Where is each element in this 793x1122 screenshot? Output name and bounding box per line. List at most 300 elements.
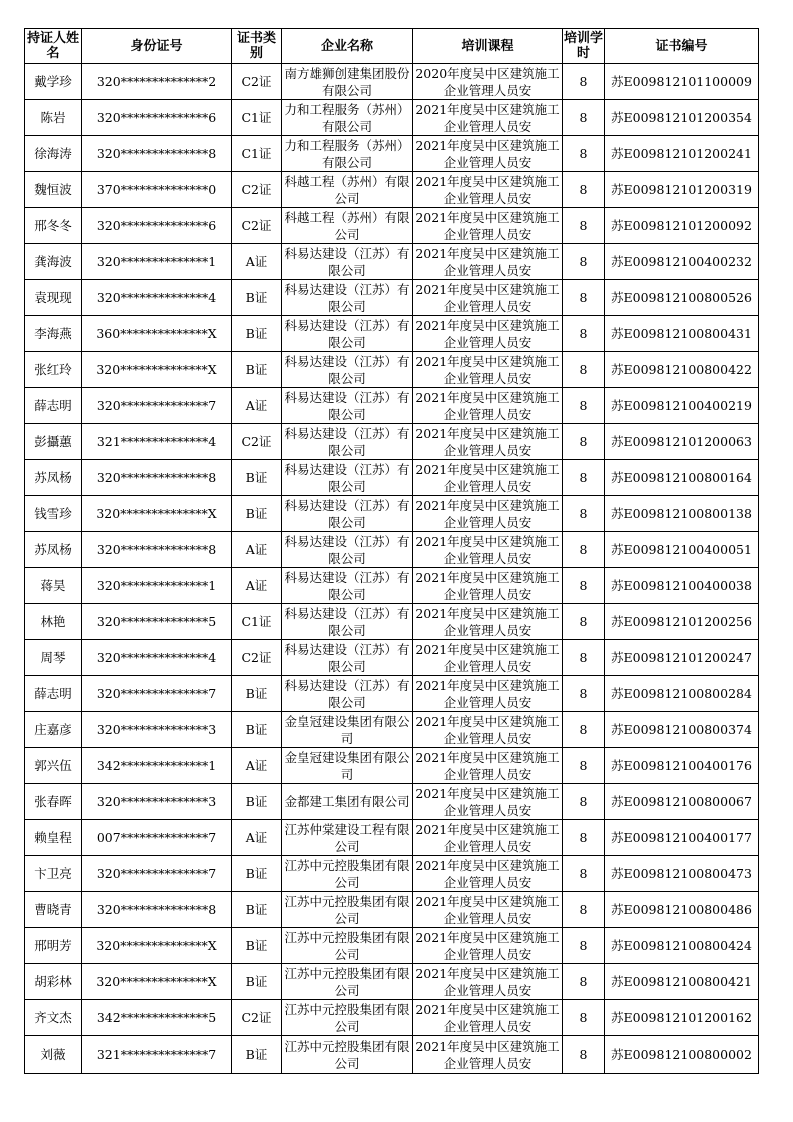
cell-certno	[605, 496, 759, 532]
cell-type-text: A证	[245, 254, 268, 269]
cell-company	[282, 712, 413, 748]
cell-type-text: B证	[245, 362, 268, 377]
cell-id	[82, 1000, 232, 1036]
cell-company-text: 金皇冠建设集团有限公司	[284, 713, 410, 746]
cell-name-text: 苏凤杨	[34, 470, 72, 485]
cell-name-text: 薛志明	[34, 398, 72, 413]
cell-id	[82, 280, 232, 316]
cell-company	[282, 748, 413, 784]
cell-company-text: 江苏中元控股集团有限公司	[284, 965, 410, 998]
cell-type-text: C1证	[241, 146, 272, 161]
cell-hours	[563, 676, 605, 712]
cell-type-text: C2证	[241, 434, 272, 449]
cell-certno-text: 苏E009812101200319	[611, 182, 752, 197]
cell-certno	[605, 280, 759, 316]
cell-company-text: 科易达建设（江苏）有限公司	[284, 317, 410, 350]
cell-type	[232, 964, 282, 1000]
cell-type-text: C1证	[241, 614, 272, 629]
cell-id	[82, 640, 232, 676]
cell-course-text: 2021年度吴中区建筑施工企业管理人员安	[415, 389, 560, 422]
cell-name	[25, 604, 82, 640]
cell-type-text: B证	[245, 974, 268, 989]
cell-certno-text: 苏E009812100800374	[611, 722, 752, 737]
cell-type	[232, 856, 282, 892]
cell-certno	[605, 784, 759, 820]
table-row	[25, 496, 759, 532]
cell-name-text: 张红玲	[34, 362, 72, 377]
cell-id	[82, 712, 232, 748]
cell-hours-text: 8	[579, 470, 588, 485]
cell-company	[282, 172, 413, 208]
cell-type	[232, 244, 282, 280]
cell-hours-text: 8	[579, 362, 588, 377]
cell-company	[282, 892, 413, 928]
cell-name-text: 邢冬冬	[34, 218, 72, 233]
cell-type-text: C2证	[241, 218, 272, 233]
cell-hours	[563, 208, 605, 244]
cell-company-text: 科越工程（苏州）有限公司	[284, 209, 410, 242]
cell-type-text: A证	[245, 542, 268, 557]
cell-course	[413, 784, 563, 820]
cell-name	[25, 100, 82, 136]
cell-hours	[563, 64, 605, 100]
cell-certno-text: 苏E009812101200256	[611, 614, 752, 629]
cell-name	[25, 388, 82, 424]
cell-course	[413, 640, 563, 676]
header-type: 证书类别	[232, 29, 282, 64]
cell-id-text: 321**************4	[96, 434, 217, 449]
cell-certno-text: 苏E009812100400038	[611, 578, 752, 593]
cell-hours	[563, 100, 605, 136]
cell-hours-text: 8	[579, 758, 588, 773]
cell-certno	[605, 1036, 759, 1074]
cell-id-text: 320**************1	[96, 578, 217, 593]
cell-certno	[605, 352, 759, 388]
cell-certno-text: 苏E009812100800422	[611, 362, 752, 377]
cell-certno-text: 苏E009812100400232	[611, 254, 752, 269]
cell-id	[82, 964, 232, 1000]
cell-id-text: 320**************X	[96, 506, 217, 521]
table-row	[25, 784, 759, 820]
cell-certno	[605, 424, 759, 460]
cell-company	[282, 208, 413, 244]
cell-id	[82, 388, 232, 424]
cell-type	[232, 316, 282, 352]
cell-hours-text: 8	[579, 182, 588, 197]
cell-course-text: 2021年度吴中区建筑施工企业管理人员安	[415, 893, 560, 926]
table-row	[25, 856, 759, 892]
cell-type-text: B证	[245, 470, 268, 485]
cell-name	[25, 784, 82, 820]
cell-id	[82, 784, 232, 820]
header-company: 企业名称	[282, 29, 413, 64]
cell-type-text: B证	[245, 686, 268, 701]
cell-hours-text: 8	[579, 290, 588, 305]
cell-company-text: 科易达建设（江苏）有限公司	[284, 605, 410, 638]
table-row	[25, 820, 759, 856]
cell-certno	[605, 316, 759, 352]
cell-name	[25, 568, 82, 604]
cell-id	[82, 856, 232, 892]
cell-hours-text: 8	[579, 218, 588, 233]
table-row	[25, 604, 759, 640]
cell-course-text: 2021年度吴中区建筑施工企业管理人员安	[415, 605, 560, 638]
cell-certno-text: 苏E009812101200247	[611, 650, 752, 665]
cell-name-text: 张春晖	[34, 794, 72, 809]
table-body	[25, 64, 759, 1074]
cell-course-text: 2021年度吴中区建筑施工企业管理人员安	[415, 533, 560, 566]
cell-hours-text: 8	[579, 1010, 588, 1025]
cell-name	[25, 820, 82, 856]
cell-hours	[563, 640, 605, 676]
cell-type-text: B证	[245, 1047, 268, 1062]
cell-type-text: C1证	[241, 110, 272, 125]
cell-type	[232, 1036, 282, 1074]
cell-type	[232, 784, 282, 820]
cell-id-text: 320**************8	[96, 542, 217, 557]
cell-hours	[563, 856, 605, 892]
cell-id-text: 321**************7	[96, 1047, 217, 1062]
cell-hours	[563, 352, 605, 388]
cell-id-text: 320**************8	[96, 902, 217, 917]
cell-type-text: B证	[245, 866, 268, 881]
cell-company-text: 江苏中元控股集团有限公司	[284, 1038, 410, 1071]
cell-certno	[605, 388, 759, 424]
cell-hours	[563, 388, 605, 424]
cell-type-text: B证	[245, 506, 268, 521]
cell-name	[25, 172, 82, 208]
cell-certno-text: 苏E009812100400176	[611, 758, 752, 773]
cell-company	[282, 316, 413, 352]
cell-certno	[605, 640, 759, 676]
cell-hours-text: 8	[579, 614, 588, 629]
table-row	[25, 352, 759, 388]
cell-course	[413, 964, 563, 1000]
cell-id-text: 007**************7	[96, 830, 217, 845]
cell-certno	[605, 1000, 759, 1036]
cell-name	[25, 964, 82, 1000]
cell-id-text: 320**************6	[96, 218, 217, 233]
cell-type-text: C2证	[241, 650, 272, 665]
cell-id-text: 320**************7	[96, 398, 217, 413]
cell-name-text: 赖皇程	[34, 830, 72, 845]
cell-name-text: 齐文杰	[34, 1010, 72, 1025]
cell-company	[282, 496, 413, 532]
cell-company-text: 金皇冠建设集团有限公司	[284, 749, 410, 782]
cell-course-text: 2021年度吴中区建筑施工企业管理人员安	[415, 1001, 560, 1034]
cell-type	[232, 280, 282, 316]
cell-type	[232, 496, 282, 532]
cell-company	[282, 568, 413, 604]
cell-certno-text: 苏E009812100400219	[611, 398, 752, 413]
cell-certno	[605, 820, 759, 856]
cell-course-text: 2021年度吴中区建筑施工企业管理人员安	[415, 425, 560, 458]
cell-company-text: 科易达建设（江苏）有限公司	[284, 281, 410, 314]
cell-type-text: B证	[245, 722, 268, 737]
cell-name	[25, 424, 82, 460]
cell-course	[413, 892, 563, 928]
cell-certno-text: 苏E009812100800431	[611, 326, 752, 341]
cell-type	[232, 748, 282, 784]
cell-company	[282, 64, 413, 100]
table-row	[25, 676, 759, 712]
cell-id-text: 342**************1	[96, 758, 217, 773]
cell-hours-text: 8	[579, 974, 588, 989]
cell-hours	[563, 928, 605, 964]
cell-name-text: 钱雪珍	[34, 506, 72, 521]
cell-course	[413, 388, 563, 424]
cell-id-text: 320**************6	[96, 110, 217, 125]
cell-course-text: 2021年度吴中区建筑施工企业管理人员安	[415, 713, 560, 746]
cell-certno-text: 苏E009812101200162	[611, 1010, 752, 1025]
table-row	[25, 892, 759, 928]
cell-company	[282, 280, 413, 316]
cell-name-text: 林艳	[40, 614, 66, 629]
cell-company-text: 科易达建设（江苏）有限公司	[284, 641, 410, 674]
cell-company-text: 江苏中元控股集团有限公司	[284, 929, 410, 962]
cell-name-text: 袁现现	[34, 290, 72, 305]
cell-id-text: 360**************X	[96, 326, 217, 341]
cell-hours	[563, 820, 605, 856]
cell-hours	[563, 568, 605, 604]
cell-name	[25, 208, 82, 244]
cell-company	[282, 964, 413, 1000]
cell-certno-text: 苏E009812100800164	[611, 470, 752, 485]
cell-type	[232, 1000, 282, 1036]
cell-hours-text: 8	[579, 398, 588, 413]
table-row	[25, 640, 759, 676]
cell-hours	[563, 892, 605, 928]
cell-certno	[605, 64, 759, 100]
cell-type-text: B证	[245, 326, 268, 341]
table-header	[25, 29, 759, 64]
cell-id-text: 320**************5	[96, 614, 217, 629]
cell-course	[413, 460, 563, 496]
cell-course-text: 2021年度吴中区建筑施工企业管理人员安	[415, 137, 560, 170]
cell-company-text: 南方雄狮创建集团股份有限公司	[284, 65, 410, 98]
cell-name	[25, 640, 82, 676]
cell-company-text: 江苏中元控股集团有限公司	[284, 857, 410, 890]
cell-id-text: 320**************4	[96, 290, 217, 305]
cell-course	[413, 172, 563, 208]
cell-hours	[563, 460, 605, 496]
cell-type	[232, 820, 282, 856]
cell-course-text: 2021年度吴中区建筑施工企业管理人员安	[415, 353, 560, 386]
cell-company	[282, 820, 413, 856]
cell-hours-text: 8	[579, 1047, 588, 1062]
cell-id-text: 320**************3	[96, 794, 217, 809]
header-course: 培训课程	[413, 29, 563, 64]
cell-name	[25, 244, 82, 280]
cell-company	[282, 1000, 413, 1036]
cell-hours	[563, 604, 605, 640]
cell-certno	[605, 964, 759, 1000]
cell-type-text: B证	[245, 290, 268, 305]
table-row	[25, 172, 759, 208]
cell-type	[232, 424, 282, 460]
table-row	[25, 100, 759, 136]
cell-id-text: 320**************7	[96, 866, 217, 881]
cell-name-text: 彭攝蕙	[34, 434, 72, 449]
table-row	[25, 712, 759, 748]
cell-type	[232, 172, 282, 208]
cell-course-text: 2021年度吴中区建筑施工企业管理人员安	[415, 641, 560, 674]
cell-name-text: 刘薇	[40, 1047, 66, 1062]
table-row	[25, 244, 759, 280]
cell-course-text: 2021年度吴中区建筑施工企业管理人员安	[415, 497, 560, 530]
cell-company	[282, 460, 413, 496]
cell-id	[82, 496, 232, 532]
cell-hours	[563, 172, 605, 208]
cell-course	[413, 568, 563, 604]
cell-course	[413, 244, 563, 280]
cell-type-text: B证	[245, 794, 268, 809]
cell-certno-text: 苏E009812101200063	[611, 434, 752, 449]
cell-hours	[563, 244, 605, 280]
cell-id-text: 320**************4	[96, 650, 217, 665]
cell-name-text: 魏恒波	[34, 182, 72, 197]
cell-hours	[563, 748, 605, 784]
cell-type	[232, 892, 282, 928]
cell-company-text: 力和工程服务（苏州）有限公司	[284, 137, 410, 170]
cell-type	[232, 460, 282, 496]
cell-company-text: 江苏仲棠建设工程有限公司	[284, 821, 410, 854]
cell-type-text: A证	[245, 578, 268, 593]
cell-company-text: 科易达建设（江苏）有限公司	[284, 677, 410, 710]
table-row	[25, 748, 759, 784]
cell-name-text: 胡彩林	[34, 974, 72, 989]
cell-company-text: 力和工程服务（苏州）有限公司	[284, 101, 410, 134]
cell-hours-text: 8	[579, 866, 588, 881]
cell-certno-text: 苏E009812100800138	[611, 506, 752, 521]
cell-certno-text: 苏E009812101100009	[611, 74, 752, 89]
cell-name	[25, 460, 82, 496]
cell-course-text: 2021年度吴中区建筑施工企业管理人员安	[415, 461, 560, 494]
cell-certno	[605, 856, 759, 892]
cell-course	[413, 748, 563, 784]
cell-course-text: 2021年度吴中区建筑施工企业管理人员安	[415, 749, 560, 782]
cell-company-text: 科易达建设（江苏）有限公司	[284, 245, 410, 278]
cell-certno-text: 苏E009812101200241	[611, 146, 752, 161]
cell-course	[413, 1000, 563, 1036]
cell-certno	[605, 712, 759, 748]
cell-course-text: 2021年度吴中区建筑施工企业管理人员安	[415, 101, 560, 134]
cell-company-text: 科易达建设（江苏）有限公司	[284, 461, 410, 494]
cell-name	[25, 748, 82, 784]
cell-type-text: A证	[245, 830, 268, 845]
cell-course-text: 2021年度吴中区建筑施工企业管理人员安	[415, 677, 560, 710]
cell-hours-text: 8	[579, 74, 588, 89]
cell-name	[25, 1036, 82, 1074]
table-row	[25, 1000, 759, 1036]
cell-name-text: 薛志明	[34, 686, 72, 701]
cell-course	[413, 604, 563, 640]
cell-company-text: 科易达建设（江苏）有限公司	[284, 353, 410, 386]
cell-id	[82, 604, 232, 640]
cell-hours	[563, 496, 605, 532]
cell-name-text: 陈岩	[40, 110, 66, 125]
cell-type-text: A证	[245, 758, 268, 773]
cell-name-text: 曹晓青	[34, 902, 72, 917]
cell-company-text: 金都建工集团有限公司	[284, 794, 410, 809]
table-row	[25, 424, 759, 460]
cell-id-text: 342**************5	[96, 1010, 217, 1025]
cell-id	[82, 820, 232, 856]
cell-certno	[605, 604, 759, 640]
cell-company	[282, 1036, 413, 1074]
cell-certno-text: 苏E009812100800424	[611, 938, 752, 953]
cell-name	[25, 352, 82, 388]
cell-course-text: 2021年度吴中区建筑施工企业管理人员安	[415, 821, 560, 854]
cell-type	[232, 568, 282, 604]
table-row	[25, 460, 759, 496]
cell-company	[282, 244, 413, 280]
cell-hours	[563, 532, 605, 568]
cell-course-text: 2021年度吴中区建筑施工企业管理人员安	[415, 173, 560, 206]
cell-hours-text: 8	[579, 650, 588, 665]
cell-course	[413, 856, 563, 892]
cell-name-text: 卞卫亮	[34, 866, 72, 881]
cell-name-text: 周琴	[40, 650, 66, 665]
cell-course-text: 2021年度吴中区建筑施工企业管理人员安	[415, 785, 560, 818]
cell-company	[282, 604, 413, 640]
cell-id	[82, 532, 232, 568]
cell-hours-text: 8	[579, 542, 588, 557]
cell-hours	[563, 136, 605, 172]
cell-id-text: 320**************X	[96, 362, 217, 377]
cell-hours	[563, 316, 605, 352]
cell-company-text: 江苏中元控股集团有限公司	[284, 1001, 410, 1034]
cell-hours-text: 8	[579, 506, 588, 521]
cell-hours-text: 8	[579, 254, 588, 269]
cell-company	[282, 388, 413, 424]
cell-id	[82, 136, 232, 172]
cell-certno	[605, 208, 759, 244]
cell-id	[82, 928, 232, 964]
cell-course	[413, 496, 563, 532]
cell-certno	[605, 460, 759, 496]
cell-course	[413, 208, 563, 244]
cell-company	[282, 424, 413, 460]
cell-certno-text: 苏E009812100800284	[611, 686, 752, 701]
header-certno: 证书编号	[605, 29, 759, 64]
cell-certno	[605, 244, 759, 280]
cell-company	[282, 352, 413, 388]
cell-type-text: A证	[245, 398, 268, 413]
cell-hours	[563, 784, 605, 820]
cell-course	[413, 676, 563, 712]
cell-id-text: 320**************8	[96, 470, 217, 485]
cell-certno-text: 苏E009812100800486	[611, 902, 752, 917]
cell-type-text: B证	[245, 938, 268, 953]
cell-id-text: 370**************0	[96, 182, 217, 197]
table-row	[25, 532, 759, 568]
cell-name-text: 戴学珍	[34, 74, 72, 89]
cell-certno	[605, 676, 759, 712]
cell-company-text: 科易达建设（江苏）有限公司	[284, 497, 410, 530]
cell-company-text: 科易达建设（江苏）有限公司	[284, 533, 410, 566]
cell-company	[282, 640, 413, 676]
cell-id-text: 320**************X	[96, 938, 217, 953]
cell-id-text: 320**************1	[96, 254, 217, 269]
cell-certno-text: 苏E009812100800473	[611, 866, 752, 881]
cell-company	[282, 928, 413, 964]
cell-course-text: 2021年度吴中区建筑施工企业管理人员安	[415, 245, 560, 278]
table-row	[25, 280, 759, 316]
cell-id	[82, 676, 232, 712]
table-row	[25, 964, 759, 1000]
cell-type	[232, 64, 282, 100]
